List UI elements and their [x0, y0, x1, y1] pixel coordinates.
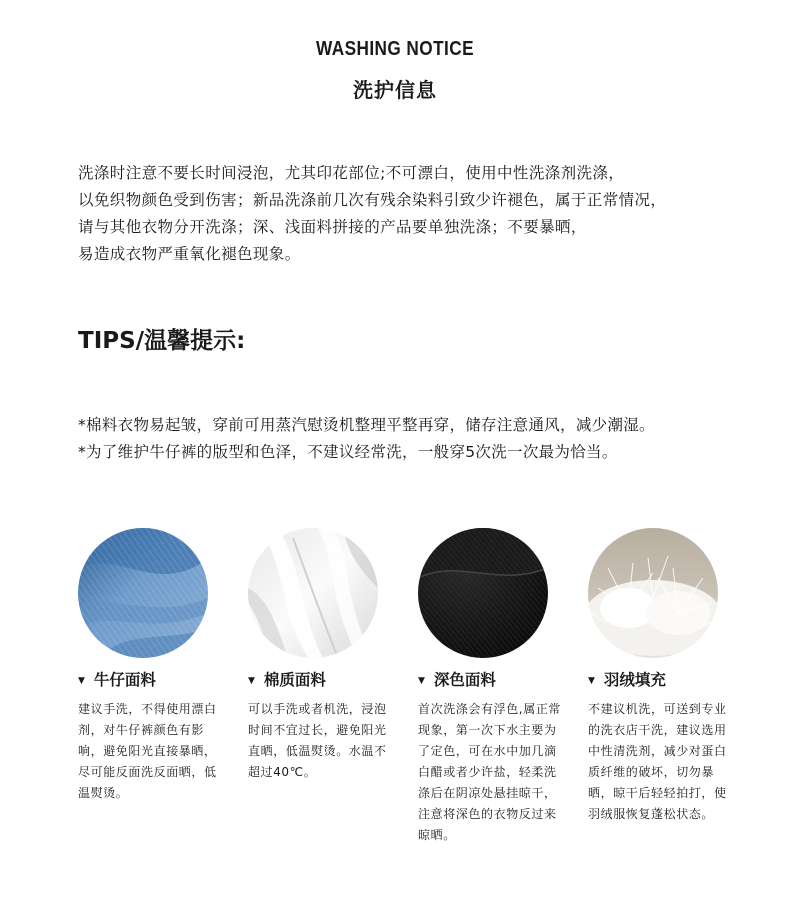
down-feather-swatch-image: [588, 528, 718, 658]
care-line: 以免织物颜色受到伤害；新品洗涤前几次有残余染料引致少许褪色，属于正常情况，: [78, 191, 667, 209]
fabric-name: [588, 668, 748, 690]
fabric-label: 深色面料: [433, 671, 496, 689]
triangle-down-icon: ▼: [248, 676, 255, 686]
fabric-name: [418, 668, 578, 690]
triangle-down-icon: ▼: [418, 676, 425, 686]
denim-swatch-image: [78, 528, 208, 658]
fabric-label: 棉质面料: [263, 671, 326, 689]
fabric-name: [248, 668, 408, 690]
fabric-description: 可以手洗或者机洗，浸泡时间不宜过长，避免阳光直晒，低温熨烫。水温不超过40℃。: [248, 702, 387, 779]
black-knit-swatch-image: [418, 528, 548, 658]
fabric-label: 羽绒填充: [603, 671, 666, 689]
white-cotton-swatch-image: [248, 528, 378, 658]
washing-notice-title: WASHING NOTICE: [316, 38, 474, 60]
care-instructions: [78, 160, 758, 268]
tip-line: *棉料衣物易起皱，穿前可用蒸汽慰烫机整理平整再穿，储存注意通风，减少潮湿。: [78, 416, 655, 434]
fabric-description: 不建议机洗，可送到专业的洗衣店干洗，建议选用中性清洗剂，减少对蛋白质纤维的破坏，切勿暴晒，晾干后轻轻拍打，使羽绒服恢复蓬松状态。: [588, 702, 727, 821]
fabric-label: 牛仔面料: [93, 671, 156, 689]
fabric-description: 首次洗涤会有浮色,属正常现象，第一次下水主要为了定色，可在水中加几滴白醋或者少许盐，轻柔洗涤后在阴凉处悬挂晾干，注意将深色的衣物反过来晾晒。: [418, 702, 562, 842]
triangle-down-icon: ▼: [588, 676, 595, 686]
care-line: 易造成衣物严重氧化褪色现象。: [78, 245, 301, 263]
care-line: 请与其他衣物分开洗涤；深、浅面料拼接的产品要单独洗涤；不要暴晒，: [78, 218, 587, 236]
washing-notice-subtitle: 洗护信息: [353, 78, 437, 102]
triangle-down-icon: ▼: [78, 676, 85, 686]
fabric-description: 建议手洗，不得使用漂白剂，对牛仔裤颜色有影响，避免阳光直接暴晒，尽可能反面洗反面晒，低温熨烫。: [78, 702, 217, 800]
care-line: 洗涤时注意不要长时间浸泡，尤其印花部位;不可漂白，使用中性洗涤剂洗涤，: [78, 164, 625, 182]
tips-heading: TIPS/温馨提示:: [78, 328, 246, 354]
tips-list: [78, 412, 768, 466]
tip-line: *为了维护牛仔裤的版型和色泽，不建议经常洗，一般穿5次洗一次最为恰当。: [78, 443, 618, 461]
fabric-name: [78, 668, 238, 690]
